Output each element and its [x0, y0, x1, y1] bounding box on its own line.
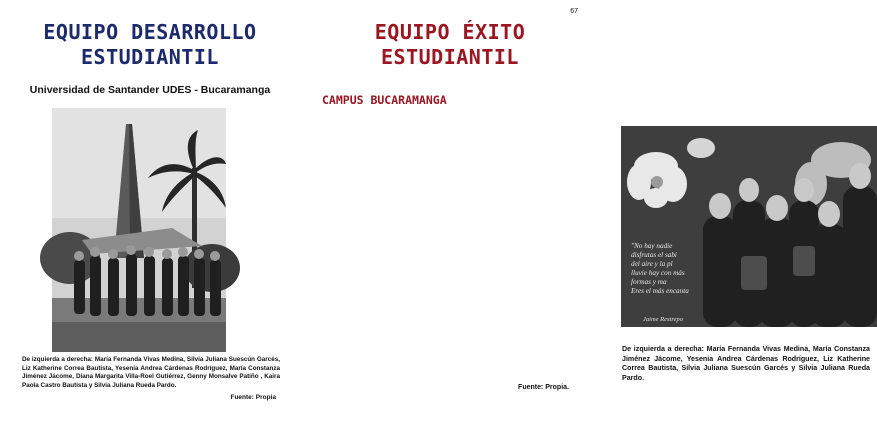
right-title-line-2: ESTUDIANTIL — [381, 45, 519, 69]
photo-quote-line-2: disfrutas el sabi — [631, 251, 677, 259]
right-page — [300, 0, 870, 424]
team-photo-monument — [52, 108, 226, 352]
right-photo-source: Fuente: Propia. — [518, 384, 569, 391]
photo-quote-line-6: Eres el más encanta — [631, 287, 689, 295]
right-title-line-1: EQUIPO ÉXITO — [374, 20, 526, 44]
team-photo-mural-image — [621, 126, 877, 327]
photo-quote-line-3: del aire y la pl — [631, 260, 673, 268]
left-page — [0, 0, 300, 424]
photo-quote-line-4: lluvie hay con más — [631, 269, 685, 277]
team-photo-monument-image — [52, 108, 226, 352]
photo-quote-line-1: "No hay nadie — [631, 242, 673, 250]
left-photo-caption: De izquierda a derecha: María Fernanda Vivas Medina, Silvia Juliana Suescún Garcés, Liz Katherine Correa Bautista, Yesenia Andrea Cárdenas Rodríguez, María Constanza Jiménez Jácome, Diana Margarita Villa-Roel Gutiérrez, Genny Monsalve Patiño , Kaira Paola Castro Bautista y Silvia Juliana Rueda Pardo. — [22, 356, 280, 389]
photo-quote-line-5: formas y ma — [631, 278, 667, 286]
page-number: 67 — [570, 8, 578, 15]
right-photo-caption: De izquierda a derecha: María Fernanda Vivas Medina, María Constanza Jiménez Jácome, Yesenia Andrea Cárdenas Rodríguez, Liz Katherine Correa Bautista, Silvia Juliana Suescún Garcés y Silvia Juliana Rueda Pardo. — [622, 345, 870, 382]
left-page-title — [0, 20, 300, 70]
team-photo-mural — [621, 126, 877, 327]
right-page-title — [300, 20, 600, 70]
photo-quote — [631, 242, 721, 296]
left-page-subtitle: Universidad de Santander UDES - Bucaramanga — [29, 84, 271, 96]
left-photo-source: Fuente: Propia — [230, 394, 276, 401]
left-title-line-2: ESTUDIANTIL — [81, 45, 219, 69]
photo-signature: Jaime Restrepo — [643, 316, 684, 323]
right-page-subtitle: CAMPUS BUCARAMANGA — [322, 93, 447, 107]
left-title-line-1: EQUIPO DESARROLLO — [43, 20, 257, 44]
